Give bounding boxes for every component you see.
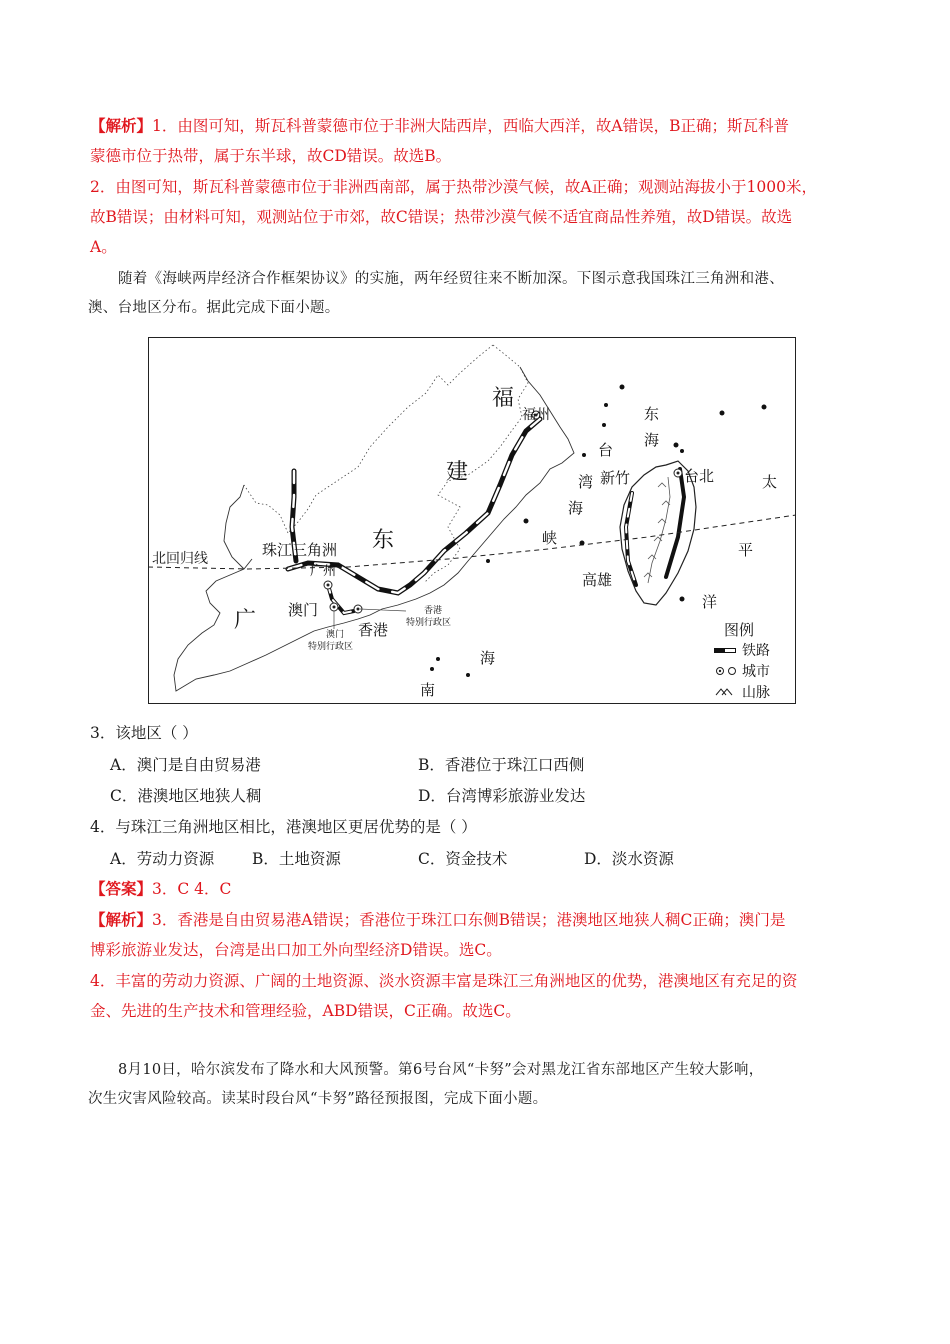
label-fujian-jian: 建 — [446, 460, 469, 485]
question-4-stem: 4．与珠江三角洲地区相比，港澳地区更居优势的是（ ） — [90, 818, 477, 836]
label-pacific-3: 洋 — [702, 593, 718, 611]
label-hsinchu: 新竹 — [600, 469, 631, 487]
label-south-sea-1: 海 — [480, 649, 496, 667]
intro-2-line-1: 8月10日，哈尔滨发布了降水和大风预警。第6号台风“卡努”会对黑龙江省东部地区产生较大影响， — [118, 1062, 764, 1078]
analysis-1-line-3: 2．由图可知，斯瓦科普蒙德市位于非洲西南部，属于热带沙漠气候，故A正确；观测站海拔小于1000米， — [90, 178, 818, 196]
analysis-text: 1．由图可知，斯瓦科普蒙德市位于非洲大陆西岸，西临大西洋，故A错误，B正确；斯瓦科普 — [152, 117, 789, 135]
label-strait-3: 海 — [568, 499, 584, 517]
map-svg — [148, 337, 796, 704]
label-guangdong-guang: 广 — [234, 608, 257, 633]
label-fuzhou: 福州 — [522, 407, 550, 423]
legend-title: 图例 — [724, 621, 755, 639]
label-kaohsiung: 高雄 — [582, 571, 613, 589]
intro-2-line-2: 次生灾害风险较高。读某时段台风“卡努”路径预报图，完成下面小题。 — [88, 1091, 548, 1107]
label-taipei: 台北 — [684, 467, 715, 485]
label-guangzhou: 广州 — [310, 564, 337, 579]
answer-text: 3．C 4．C — [152, 880, 232, 898]
map-figure — [148, 337, 796, 704]
label-guangdong-dong: 东 — [372, 528, 395, 553]
question-4-option-d[interactable]: D．淡水资源 — [584, 850, 674, 868]
question-4-option-b[interactable]: B．土地资源 — [252, 850, 341, 868]
analysis-1-line-1 — [90, 116, 789, 136]
analysis-2-line-1 — [90, 910, 785, 930]
question-4-option-a[interactable]: A．劳动力资源 — [110, 850, 215, 868]
analysis-1-line-5: A。 — [90, 238, 117, 256]
question-3-option-c[interactable]: C．港澳地区地狭人稠 — [110, 787, 262, 805]
legend-city-label: 城市 — [742, 664, 770, 680]
label-hongkong: 香港 — [358, 621, 389, 639]
label-east-sea-2: 海 — [644, 431, 660, 449]
legend-rail-label: 铁路 — [742, 643, 770, 659]
answer-tag: 【答案】 — [90, 879, 153, 898]
label-hk-sar-2: 特别行政区 — [406, 618, 452, 628]
label-strait-2: 湾 — [578, 473, 594, 491]
question-3-option-a[interactable]: A．澳门是自由贸易港 — [110, 756, 261, 774]
question-3-stem: 3．该地区（ ） — [90, 724, 198, 742]
analysis-2-line-2: 博彩旅游业发达，台湾是出口加工外向型经济D错误。选C。 — [90, 941, 502, 959]
label-tropic: 北回归线 — [152, 551, 208, 567]
label-hk-sar-1: 香港 — [424, 606, 443, 616]
label-mo-sar-2: 特别行政区 — [308, 642, 354, 652]
label-macau: 澳门 — [288, 601, 319, 619]
analysis-2-line-3: 4．丰富的劳动力资源、广阔的土地资源、淡水资源丰富是珠江三角洲地区的优势，港澳地区有充足的资 — [90, 972, 798, 990]
question-4-option-c[interactable]: C．资金技术 — [418, 850, 508, 868]
label-south-sea-2: 南 — [420, 681, 436, 699]
analysis-tag: 【解析】 — [90, 910, 153, 929]
question-3-option-d[interactable]: D．台湾博彩旅游业发达 — [418, 787, 586, 805]
label-strait-1: 台 — [598, 441, 614, 459]
analysis-2-line-4: 金、先进的生产技术和管理经验，ABD错误，C正确。故选C。 — [90, 1002, 521, 1020]
question-3-option-b[interactable]: B．香港位于珠江口西侧 — [418, 756, 585, 774]
analysis-tag: 【解析】 — [90, 116, 153, 135]
label-fujian-fu: 福 — [492, 386, 515, 411]
label-pacific-1: 太 — [762, 473, 778, 491]
answer-line — [90, 879, 231, 899]
map-frame — [149, 338, 796, 704]
label-east-sea-1: 东 — [644, 405, 660, 423]
analysis-1-line-2: 蒙德市位于热带，属于东半球，故CD错误。故选B。 — [90, 147, 452, 165]
label-mo-sar-1: 澳门 — [326, 630, 345, 640]
label-pacific-2: 平 — [738, 541, 754, 559]
analysis-text: 3．香港是自由贸易港A错误；香港位于珠江口东侧B错误；港澳地区地狭人稠C正确；澳门是 — [152, 911, 786, 929]
legend-mountain-label: 山脉 — [742, 685, 770, 701]
label-strait-4: 峡 — [542, 529, 558, 547]
label-prd: 珠江三角洲 — [262, 541, 338, 559]
intro-1-line-2: 澳、台地区分布。据此完成下面小题。 — [88, 300, 340, 316]
analysis-1-line-4: 故B错误；由材料可知，观测站位于市郊，故C错误；热带沙漠气候不适宜商品性养殖，故D错误。故选 — [90, 208, 793, 226]
intro-1-line-1: 随着《海峡两岸经济合作框架协议》的实施，两年经贸往来不断加深。下图示意我国珠江三角洲和港、 — [118, 271, 784, 287]
